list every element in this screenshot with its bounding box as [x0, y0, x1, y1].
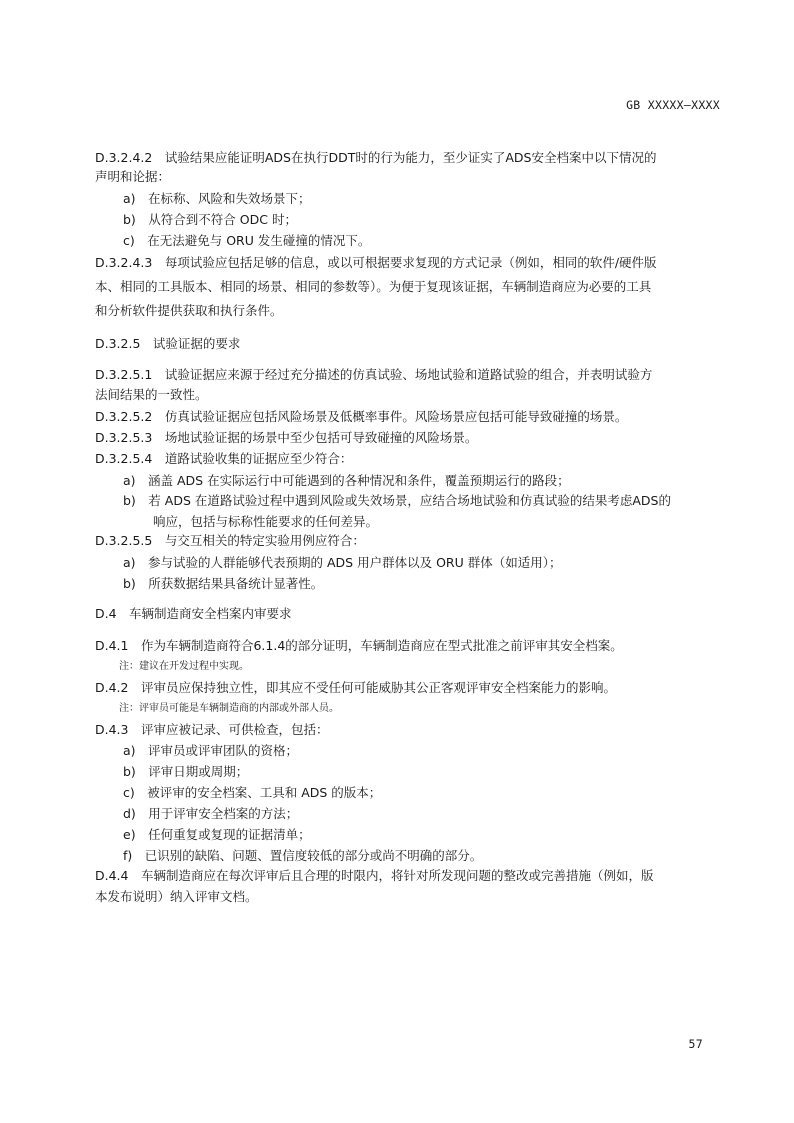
list-item: a) 评审员或评审团队的资格；	[123, 743, 299, 758]
list-item: a) 在标称、风险和失效场景下；	[123, 191, 311, 206]
clause-d3254: D.3.2.5.4 道路试验收集的证据应至少符合：	[95, 451, 353, 466]
list-item: a) 参与试验的人群能够代表预期的 ADS 用户群体以及 ORU 群体（如适用）；	[123, 555, 562, 570]
list-item: c) 在无法避免与 ORU 发生碰撞的情况下。	[123, 233, 371, 248]
section-heading-d325: D.3.2.5 试验证据的要求	[95, 336, 241, 351]
clause-d3243-line3: 和分析软件提供获取和执行条件。	[95, 303, 283, 318]
clause-d3242-line1: D.3.2.4.2 试验结果应能证明ADS在执行DDT时的行为能力，至少证实了ADS安全档案中以下情况的	[95, 150, 657, 165]
list-item: a) 涵盖 ADS 在实际运行中可能遇到的各种情况和条件，覆盖预期运行的路段；	[123, 473, 570, 488]
clause-d42: D.4.2 评审员应保持独立性，即其应不受任何可能威胁其公正客观评审安全档案能力的影响。	[95, 680, 616, 695]
list-item: c) 被评审的安全档案、工具和 ADS 的版本；	[123, 785, 382, 800]
list-item: b) 评审日期或周期；	[123, 764, 249, 779]
clause-d44-line2: 本发布说明）纳入评审文档。	[95, 889, 258, 904]
clause-d3243-line2: 本、相同的工具版本、相同的场景、相同的参数等）。为便于复现该证据，车辆制造商应为必要的工具	[95, 279, 652, 294]
clause-d44-line1: D.4.4 车辆制造商应在每次评审后且合理的时限内，将针对所发现问题的整改或完善措施（例如，版	[95, 868, 654, 883]
list-item: f) 已识别的缺陷、问题、置信度较低的部分或尚不明确的部分。	[123, 848, 483, 863]
clause-d41: D.4.1 作为车辆制造商符合6.1.4的部分证明，车辆制造商应在型式批准之前评审其安全档案。	[95, 638, 623, 653]
list-item-continuation: 响应，包括与标称性能要求的任何差异。	[153, 514, 379, 529]
list-item: b) 所获数据结果具备统计显著性。	[123, 576, 324, 591]
clause-d3251-line2: 法间结果的一致性。	[95, 387, 208, 402]
list-item: b) 若 ADS 在道路试验过程中遇到风险或失效场景，应结合场地试验和仿真试验的结果考虑ADS的	[123, 493, 671, 508]
list-item: b) 从符合到不符合 ODC 时；	[123, 212, 297, 227]
clause-d3242-line2: 声明和论据：	[95, 169, 171, 184]
clause-d3251-line1: D.3.2.5.1 试验证据应来源于经过充分描述的仿真试验、场地试验和道路试验的组合，并表明试验方	[95, 367, 653, 382]
clause-d3255: D.3.2.5.5 与交互相关的特定实验用例应符合：	[95, 533, 365, 548]
note-d41: 注：建议在开发过程中实现。	[119, 661, 249, 672]
standard-code: GB XXXXX—XXXX	[626, 98, 720, 112]
clause-d43: D.4.3 评审应被记录、可供检查，包括：	[95, 722, 329, 737]
clause-d3243-line1: D.3.2.4.3 每项试验应包括足够的信息，或以可根据要求复现的方式记录（例如，相同的软件/硬件版	[95, 255, 657, 270]
clause-d3253: D.3.2.5.3 场地试验证据的场景中至少包括可导致碰撞的风险场景。	[95, 430, 478, 445]
page-number: 57	[688, 1037, 703, 1051]
list-item: e) 任何重复或复现的证据清单；	[123, 827, 311, 842]
list-item: d) 用于评审安全档案的方法；	[123, 806, 299, 821]
note-d42: 注：评审员可能是车辆制造商的内部或外部人员。	[119, 703, 339, 714]
clause-d3252: D.3.2.5.2 仿真试验证据应包括风险场景及低概率事件。风险场景应包括可能导致碰撞的场景。	[95, 409, 628, 424]
section-heading-d4: D.4 车辆制造商安全档案内审要求	[95, 606, 292, 621]
